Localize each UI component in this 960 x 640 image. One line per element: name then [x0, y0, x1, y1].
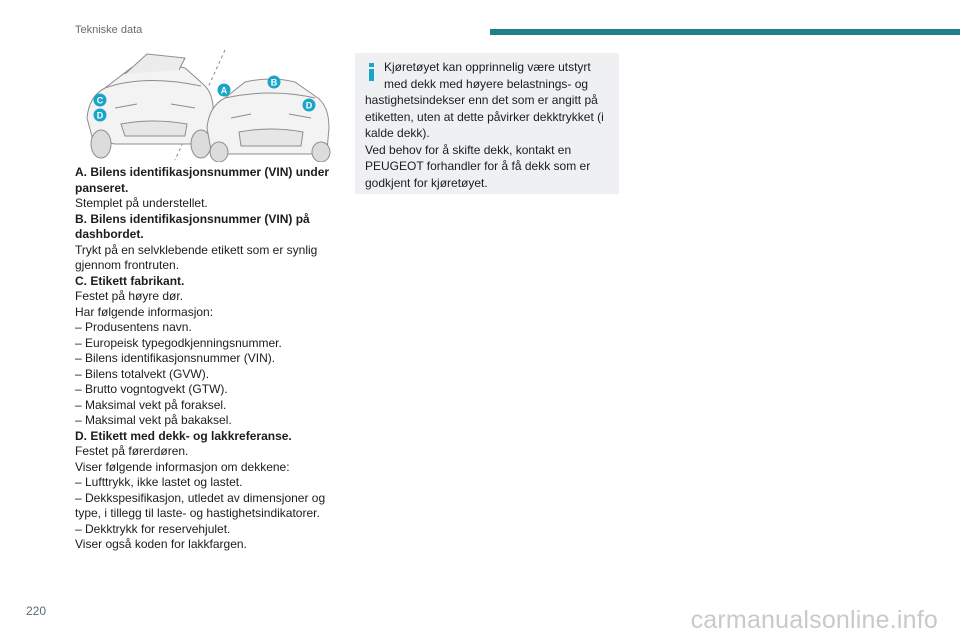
- list-item: – Maksimal vekt på bakaksel.: [75, 413, 232, 427]
- page-number: 220: [26, 604, 47, 618]
- info-line: etiketten, uten at dette påvirker dekktrykket (i: [365, 109, 604, 124]
- list-item: type, i tillegg til laste- og hastighetsindikatorer.: [75, 506, 320, 520]
- info-line: Ved behov for å skifte dekk, kontakt en: [365, 142, 572, 157]
- info-note-text: [365, 59, 615, 191]
- list-item: – Lufttrykk, ikke lastet og lastet.: [75, 475, 243, 489]
- section-d-title: D. Etikett med dekk- og lakkreferanse.: [75, 428, 292, 443]
- list-item: – Europeisk typegodkjenningsnummer.: [75, 335, 282, 350]
- info-line: kalde dekk).: [365, 126, 430, 140]
- section-b-title-2: dashbordet.: [75, 227, 144, 241]
- marker-b: [268, 76, 281, 89]
- section-c-title: C. Etikett fabrikant.: [75, 273, 185, 288]
- marker-a-label: A: [220, 85, 228, 96]
- section-c-text-1: Festet på høyre dør.: [75, 289, 184, 303]
- list-item: – Dekkspesifikasjon, utledet av dimensjoner og: [75, 490, 326, 505]
- section-a-title-2: panseret.: [75, 180, 129, 195]
- section-a-title-1: A. Bilens identifikasjonsnummer (VIN) under: [75, 165, 330, 179]
- info-line: med dekk med høyere belastnings- og: [384, 76, 589, 91]
- marker-c-label: C: [96, 95, 104, 106]
- watermark: carmanualsonline.info: [690, 606, 938, 634]
- info-note-box: [355, 53, 619, 194]
- list-item: – Brutto vogntogvekt (GTW).: [75, 382, 228, 396]
- identification-text: [75, 165, 340, 553]
- info-line: godkjent for kjøretøyet.: [365, 175, 488, 190]
- list-item: – Dekktrykk for reservehjulet.: [75, 521, 231, 536]
- car-illustration: [75, 48, 335, 162]
- section-d-text-1: Festet på førerdøren.: [75, 444, 189, 458]
- car-identification-figure: [75, 48, 335, 162]
- list-item: – Produsentens navn.: [75, 320, 192, 334]
- info-line: hastighetsindekser enn det som er angitt på: [365, 93, 598, 107]
- section-b-text-2: gjennom frontruten.: [75, 258, 180, 272]
- list-item: – Bilens identifikasjonsnummer (VIN).: [75, 351, 276, 365]
- section-d-text-2: Viser følgende informasjon om dekkene:: [75, 459, 290, 474]
- info-line: PEUGEOT forhandler for å få dekk som er: [365, 159, 591, 173]
- running-header: Tekniske data: [75, 24, 143, 36]
- marker-d-left: [94, 109, 107, 122]
- section-b-text-1: Trykt på en selvklebende etikett som er synlig: [75, 242, 318, 257]
- section-c-text-2: Har følgende informasjon:: [75, 304, 214, 319]
- section-b-title-1: B. Bilens identifikasjonsnummer (VIN) på: [75, 211, 310, 226]
- list-item: – Maksimal vekt på foraksel.: [75, 397, 227, 412]
- section-d-text-3: Viser også koden for lakkfargen.: [75, 537, 247, 551]
- marker-b-label: B: [270, 77, 278, 88]
- marker-c: [94, 94, 107, 107]
- list-item: – Bilens totalvekt (GVW).: [75, 366, 210, 381]
- header-accent-bar: [490, 29, 960, 35]
- info-line: Kjøretøyet kan opprinnelig være utstyrt: [384, 60, 591, 74]
- marker-d-right-label: D: [305, 100, 313, 111]
- marker-d-right: [303, 99, 316, 112]
- left-car-drawing: [87, 54, 213, 158]
- marker-a: [218, 84, 231, 97]
- marker-d-left-label: D: [96, 110, 104, 121]
- section-a-text: Stemplet på understellet.: [75, 196, 208, 210]
